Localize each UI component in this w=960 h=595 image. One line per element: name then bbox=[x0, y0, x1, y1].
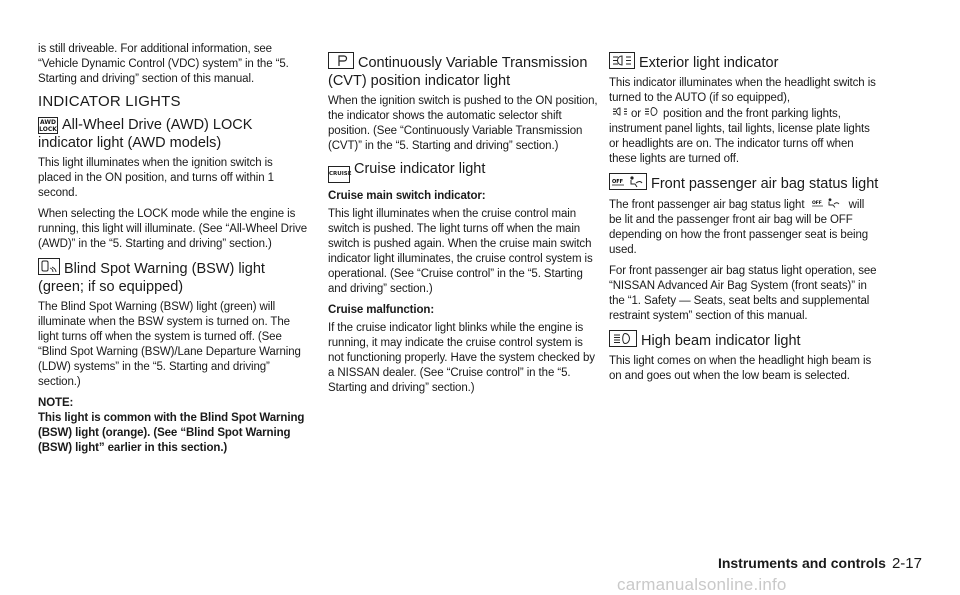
bsw-heading bbox=[38, 258, 308, 296]
exterior-title: Exterior light indicator bbox=[639, 55, 779, 71]
column-1 bbox=[38, 42, 308, 456]
bsw-paragraph-1: The Blind Spot Warning (BSW) light (green) will illuminate when the BSW system is turned on. The light turns off when the system is turned off. (See “Blind Spot Warning (BSW)/Lane Departure Warning (LDW) systems” in the “5. Starting and driving” section.) bbox=[38, 301, 301, 388]
svg-text:OFF: OFF bbox=[811, 201, 822, 206]
watermark: carmanualsonline.info bbox=[617, 575, 787, 594]
airbag-text-b: will be lit and the passenger front air bag will be OFF depending on how the front passenger seat is being used. bbox=[609, 199, 869, 256]
exterior-text-a: This indicator illuminates when the headlight switch is turned to the AUTO (if so equipped), bbox=[609, 77, 876, 104]
cvt-title: Continuously Variable Transmission (CVT) position indicator light bbox=[328, 55, 588, 89]
airbag-text-a: The front passenger air bag status light bbox=[609, 199, 805, 211]
note-label: NOTE: bbox=[38, 397, 74, 409]
high-beam-icon bbox=[609, 330, 637, 347]
airbag-heading bbox=[609, 173, 879, 193]
section-title: INDICATOR LIGHTS bbox=[38, 93, 181, 110]
cruise-title: Cruise indicator light bbox=[354, 161, 486, 177]
cruise-heading bbox=[328, 160, 598, 183]
exterior-text-b: position and the front parking lights, instrument panel lights, tail lights, license plate lights or headlights are on. The indicator turns off when these lights are turned off. bbox=[609, 108, 870, 165]
airbag-status-icon bbox=[609, 173, 647, 190]
bsw-title: Blind Spot Warning (BSW) light (green; if so equipped) bbox=[38, 261, 265, 295]
cruise-subheading-1: Cruise main switch indicator: bbox=[328, 190, 486, 202]
cruise-icon: CRUISE bbox=[328, 166, 350, 183]
awd-heading bbox=[38, 116, 308, 152]
headlight-icon bbox=[644, 106, 660, 118]
cruise-paragraph-1: This light illuminates when the cruise control main switch is pushed. The light turns off when the main switch is pushed again. When the cruise main switch indicator light illuminates, the cruise control system is operational. (See “Cruise control” in the “5. Starting and driving” section.) bbox=[328, 208, 593, 295]
awd-paragraph-1: This light illuminates when the ignition switch is placed in the ON position, and turns off within 1 second. bbox=[38, 157, 274, 199]
exterior-heading bbox=[609, 52, 879, 72]
note-text: This light is common with the Blind Spot Warning (BSW) light (orange). (See “Blind Spot Warning (BSW) light” earlier in this section.) bbox=[38, 412, 305, 454]
bsw-icon bbox=[38, 258, 60, 275]
column-2 bbox=[328, 42, 598, 402]
exterior-light-icon bbox=[609, 52, 635, 69]
awd-paragraph-2: When selecting the LOCK mode while the engine is running, this light will illuminate. (See “All-Wheel Drive (AWD)” in the “5. Starting and driving” section.) bbox=[38, 208, 308, 250]
cvt-icon bbox=[328, 52, 354, 69]
svg-text:OFF: OFF bbox=[612, 179, 624, 185]
column-3 bbox=[609, 42, 879, 390]
footer-section: Instruments and controls bbox=[717, 555, 886, 571]
parking-light-icon bbox=[612, 106, 628, 118]
page-footer bbox=[690, 555, 922, 572]
highbeam-heading bbox=[609, 330, 879, 350]
intro-paragraph: is still driveable. For additional information, see “Vehicle Dynamic Control (VDC) system” in the “5. Starting and driving” section of this manual. bbox=[38, 43, 289, 85]
exterior-or: or bbox=[631, 108, 642, 120]
airbag-paragraph-2: For front passenger air bag status light operation, see “NISSAN Advanced Air Bag System (front seats)” in the “1. Safety — Seats, seat belts and supplemental restraint system” section of this manual. bbox=[609, 265, 877, 322]
cruise-subheading-2: Cruise malfunction: bbox=[328, 304, 435, 316]
cruise-paragraph-2: If the cruise indicator light blinks while the engine is running, it may indicate the cruise control system is not functioning properly. Have the system checked by a NISSAN dealer. (See “Cruise control” in the “5. Starting and driving” section.) bbox=[328, 322, 595, 394]
awd-lock-icon: AWD LOCK bbox=[39, 119, 57, 133]
highbeam-paragraph: This light comes on when the headlight high beam is on and goes out when the low beam is selected. bbox=[609, 355, 872, 382]
airbag-title: Front passenger air bag status light bbox=[651, 176, 879, 192]
cvt-paragraph-1: When the ignition switch is pushed to the ON position, the indicator shows the automatic selector shift position. (See “Continuously Variable Transmission (CVT)” in the “5. Starting and driving” section.) bbox=[328, 95, 598, 152]
awd-title: All-Wheel Drive (AWD) LOCK indicator light (AWD models) bbox=[38, 117, 253, 151]
airbag-paragraph-1 bbox=[609, 197, 879, 258]
highbeam-title: High beam indicator light bbox=[641, 333, 801, 349]
cvt-heading bbox=[328, 52, 598, 90]
page-number: 2-17 bbox=[891, 555, 922, 572]
exterior-paragraph bbox=[609, 76, 879, 167]
airbag-status-inline-icon bbox=[811, 197, 843, 209]
